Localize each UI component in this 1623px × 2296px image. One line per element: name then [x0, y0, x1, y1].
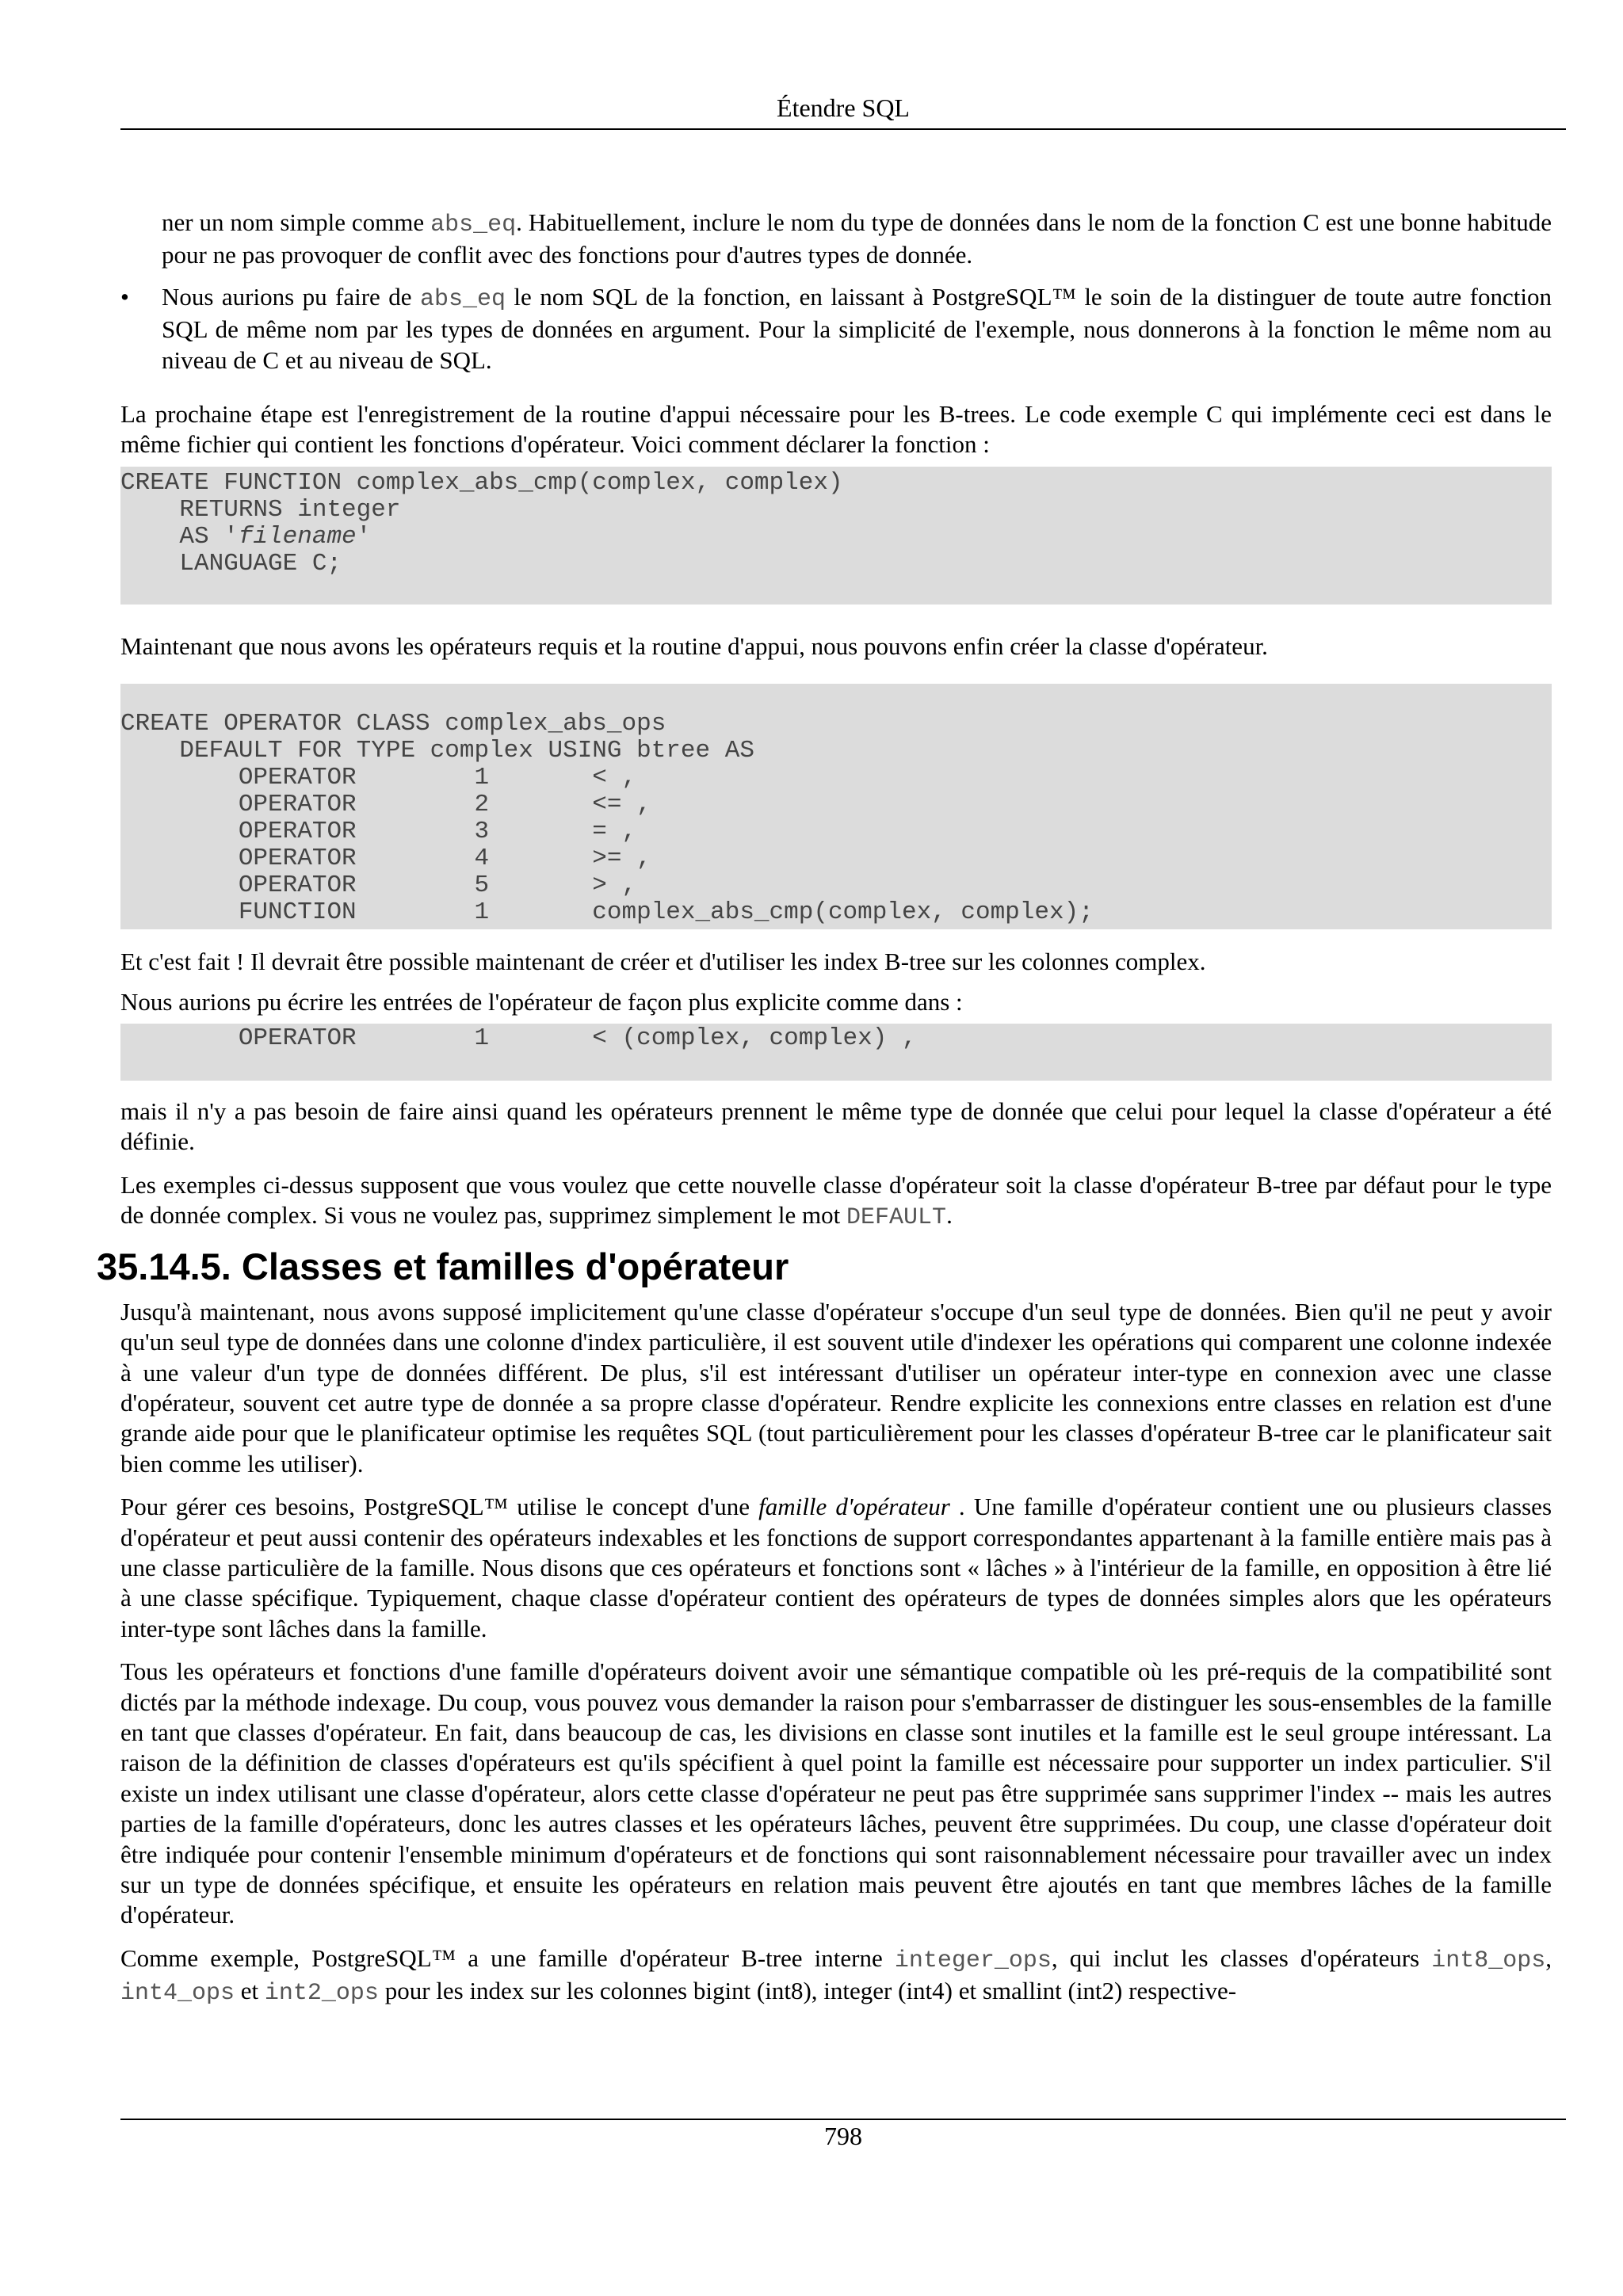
- paragraph-explicit: Nous aurions pu écrire les entrées de l'opérateur de façon plus explicite comme dans :: [120, 987, 963, 1016]
- inline-code: integer_ops: [894, 1947, 1052, 1974]
- code-line: OPERATOR 4 >= ,: [120, 845, 651, 873]
- code-block-create-operator-class: [120, 684, 1552, 929]
- code-line: LANGUAGE C;: [120, 549, 342, 578]
- bullet-icon: •: [120, 282, 129, 311]
- text-run: pour les index sur les colonnes bigint (int8), integer (int4) et smallint (int2) respective-: [378, 1977, 1237, 2005]
- inline-code: int2_ops: [264, 1980, 379, 2008]
- code-line: RETURNS integer: [120, 495, 401, 524]
- page-body: [97, 208, 1552, 2009]
- paragraph-examples: [120, 1170, 1552, 1234]
- text-run: ,: [1545, 1943, 1552, 1972]
- bullet-list-item: [120, 282, 1552, 376]
- paragraph-next-step: La prochaine étape est l'enregistrement de la routine d'appui nécessaire pour les B-trees. Le code exemple C qui implémente ceci est dans le même fichier qui contient les fonctions d'opérateur. Voici comment déclarer la fonction :: [120, 400, 1552, 459]
- code-block-explicit-operator: [120, 1024, 1552, 1081]
- text-run: , qui inclut les classes d'opérateurs: [1051, 1943, 1432, 1972]
- code-line: OPERATOR 1 < (complex, complex) ,: [120, 1024, 917, 1053]
- code-line: CREATE FUNCTION complex_abs_cmp(complex, complex): [120, 468, 843, 497]
- paragraph-section-3: Tous les opérateurs et fonctions d'une famille d'opérateurs doivent avoir une sémantique compatible où les pré-requis de la compatibilité sont dictés par la méthode indexage. Du coup, vous pouvez vous demander la raison pour s'embarrasser de distinguer les sous-ensembles de la famille en tant que classes d'opérateur. En fait, dans beaucoup de cas, les divisions en classe sont inutiles et la famille est le seul groupe intéressant. La raison de la définition de classes d'opérateurs est qu'ils spécifient à quel point la famille est nécessaire pour supporter un index particulier. S'il existe un index utilisant une classe d'opérateur, alors cette classe d'opérateur ne peut pas être supprimée sans supprimer l'index -- mais les autres parties de la famille d'opérateurs, donc les autres classes et les opérateurs lâches, peuvent être supprimées. Du coup, une classe d'opérateur doit être indiquée pour contenir l'ensemble minimum d'opérateurs et de fonctions qui sont raisonnablement nécessaire pour travailler avec un index sur un type de données spécifique, et ensuite les opérateurs en relation mais peuvent être ajoutés en tant que membres lâches de la famille d'opérateur.: [120, 1657, 1552, 1929]
- code-block-create-function: [120, 467, 1552, 605]
- text-run: et: [235, 1977, 265, 2005]
- paragraph-no-need: mais il n'y a pas besoin de faire ainsi quand les opérateurs prennent le même type de donnée que celui pour lequel la classe d'opérateur a été définie.: [120, 1097, 1552, 1156]
- text-run: Pour gérer ces besoins, PostgreSQL™ utilise le concept d'une: [120, 1493, 759, 1521]
- text-run: . Habituellement, inclure le nom du type de données dans le nom de la fonction C est une bonne habitude pour ne pas provoquer de conflit avec des fonctions pour d'autres types de donnée.: [162, 208, 1552, 269]
- text-run: le nom SQL de la fonction, en laissant à PostgreSQL™ le soin de la distinguer de toute autre fonction SQL de même nom par les types de données en argument. Pour la simplicité de l'exemple, nous donnerons à la fonction le même nom au niveau de C et au niveau de SQL.: [162, 282, 1552, 374]
- emphasis: famille d'opérateur: [758, 1493, 950, 1521]
- text-run: Les exemples ci-dessus supposent que vous voulez que cette nouvelle classe d'opérateur soit la classe d'opérateur B-tree par défaut pour le type de donnée complex. Si vous ne voulez pas, supprimez simplement le mot: [120, 1170, 1552, 1230]
- code-line: FUNCTION 1 complex_abs_cmp(complex, complex);: [120, 898, 1094, 927]
- inline-code: abs_eq: [430, 212, 517, 238]
- header-rule: [120, 128, 1566, 130]
- list-item-continuation: [162, 208, 1552, 271]
- inline-code: abs_eq: [419, 285, 506, 313]
- text-run: . Une famille d'opérateur contient une ou plusieurs classes d'opérateur et peut aussi contenir des opérateurs indexables et les fonctions de support correspondantes appartenant à la famille entière mais pas à une classe particulière de la famille. Nous disons que ces opérateurs et fonctions sont « lâches » à l'intérieur de la famille, en opposition à être lié à une classe spécifique. Typiquement, chaque classe d'opérateur contient des opérateurs de types de données simples alors que les opérateurs inter-type sont lâches dans la famille.: [120, 1493, 1552, 1642]
- inline-code: DEFAULT: [846, 1204, 947, 1232]
- code-placeholder: filename: [238, 522, 357, 551]
- code-line: OPERATOR 1 < ,: [120, 764, 637, 792]
- running-header: Étendre SQL: [777, 93, 910, 122]
- text-run: .: [946, 1201, 953, 1230]
- code-line: DEFAULT FOR TYPE complex USING btree AS: [120, 737, 754, 765]
- code-line: OPERATOR 5 > ,: [120, 871, 637, 900]
- inline-code: int8_ops: [1431, 1947, 1546, 1974]
- section-heading: 35.14.5. Classes et familles d'opérateur: [97, 1245, 789, 1287]
- text-run: ner un nom simple comme: [162, 208, 431, 236]
- text-run: Nous aurions pu faire de: [162, 282, 420, 311]
- paragraph-section-4: [120, 1943, 1552, 2009]
- text-run: Comme exemple, PostgreSQL™ a une famille d'opérateur B-tree interne: [120, 1943, 895, 1972]
- code-line: CREATE OPERATOR CLASS complex_abs_ops: [120, 710, 666, 738]
- page-number: 798: [824, 2122, 862, 2150]
- paragraph-done: Et c'est fait ! Il devrait être possible maintenant de créer et d'utiliser les index B-tree sur les colonnes complex.: [120, 948, 1206, 976]
- code-line: OPERATOR 3 = ,: [120, 818, 637, 846]
- code-line: OPERATOR 2 <= ,: [120, 791, 651, 819]
- paragraph-now: Maintenant que nous avons les opérateurs requis et la routine d'appui, nous pouvons enfin créer la classe d'opérateur.: [120, 631, 1268, 660]
- paragraph-section-1: Jusqu'à maintenant, nous avons supposé implicitement qu'une classe d'opérateur s'occupe d'un seul type de données. Bien qu'il ne peut y avoir qu'un seul type de données dans une colonne d'index particulière, il est souvent utile d'indexer les opérations qui comparent une colonne indexée à une valeur d'un type de données différent. De plus, s'il est intéressant d'utiliser un opérateur inter-type en connexion avec une classe d'opérateur, souvent cet autre type de donnée a sa propre classe d'opérateur. Rendre explicite les connexions entre classes en relation est d'une grande aide pour que le planificateur optimise les requêtes SQL (tout particulièrement pour les classes d'opérateur B-tree car le planificateur sait bien comme les utiliser).: [120, 1297, 1552, 1478]
- inline-code: int4_ops: [120, 1980, 235, 2008]
- paragraph-section-2: [120, 1492, 1552, 1644]
- code-line: AS 'filename': [120, 522, 372, 551]
